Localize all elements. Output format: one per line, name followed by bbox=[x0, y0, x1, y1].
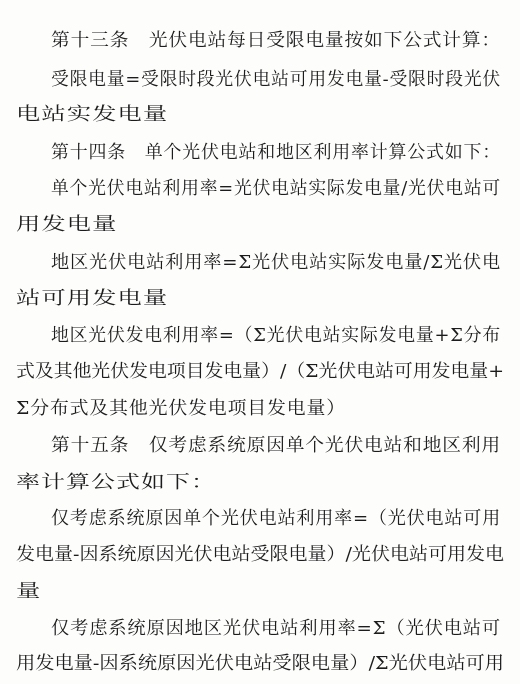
formula-system-regional-station-line-1: 仅考虑系统原因地区光伏电站利用率=Σ（光伏电站可 bbox=[51, 618, 501, 639]
formula-curtailed-energy-line-1: 受限电量=受限时段光伏电站可用发电量-受限时段光伏 bbox=[51, 69, 501, 90]
article-14-heading: 第十四条 单个光伏电站和地区利用率计算公式如下： bbox=[51, 142, 501, 163]
article-15-heading-line-1: 第十五条 仅考虑系统原因单个光伏电站和地区利用 bbox=[51, 435, 501, 456]
formula-single-station-utilization-line-2: 用发电量 bbox=[16, 214, 118, 235]
formula-single-station-utilization-line-1: 单个光伏电站利用率=光伏电站实际发电量/光伏电站可 bbox=[51, 178, 501, 199]
formula-system-single-station-line-2: 发电量-因系统原因光伏电站受限电量）/光伏电站可用发电 bbox=[16, 544, 504, 565]
formula-system-regional-station-line-2: 用发电量-因系统原因光伏电站受限电量）/Σ光伏电站可用 bbox=[16, 653, 504, 674]
formula-system-single-station-line-3: 量 bbox=[16, 581, 42, 602]
formula-system-single-station-line-1: 仅考虑系统原因单个光伏电站利用率=（光伏电站可用 bbox=[51, 508, 502, 529]
formula-regional-pv-utilization-line-2: 式及其他光伏发电项目发电量）/（Σ光伏电站可用发电量+ bbox=[16, 361, 504, 382]
article-13-heading: 第十三条 光伏电站每日受限电量按如下公式计算： bbox=[51, 30, 501, 51]
formula-regional-pv-utilization-line-1: 地区光伏发电利用率=（Σ光伏电站实际发电量+Σ分布 bbox=[51, 325, 501, 346]
article-15-heading-line-2: 率计算公式如下： bbox=[16, 472, 216, 493]
formula-regional-station-utilization-line-1: 地区光伏电站利用率=Σ光伏电站实际发电量/Σ光伏电 bbox=[51, 252, 501, 273]
formula-curtailed-energy-line-2: 电站实发电量 bbox=[16, 104, 169, 125]
formula-regional-station-utilization-line-2: 站可用发电量 bbox=[16, 288, 169, 309]
formula-regional-pv-utilization-line-3: Σ分布式及其他光伏发电项目发电量） bbox=[16, 398, 346, 419]
